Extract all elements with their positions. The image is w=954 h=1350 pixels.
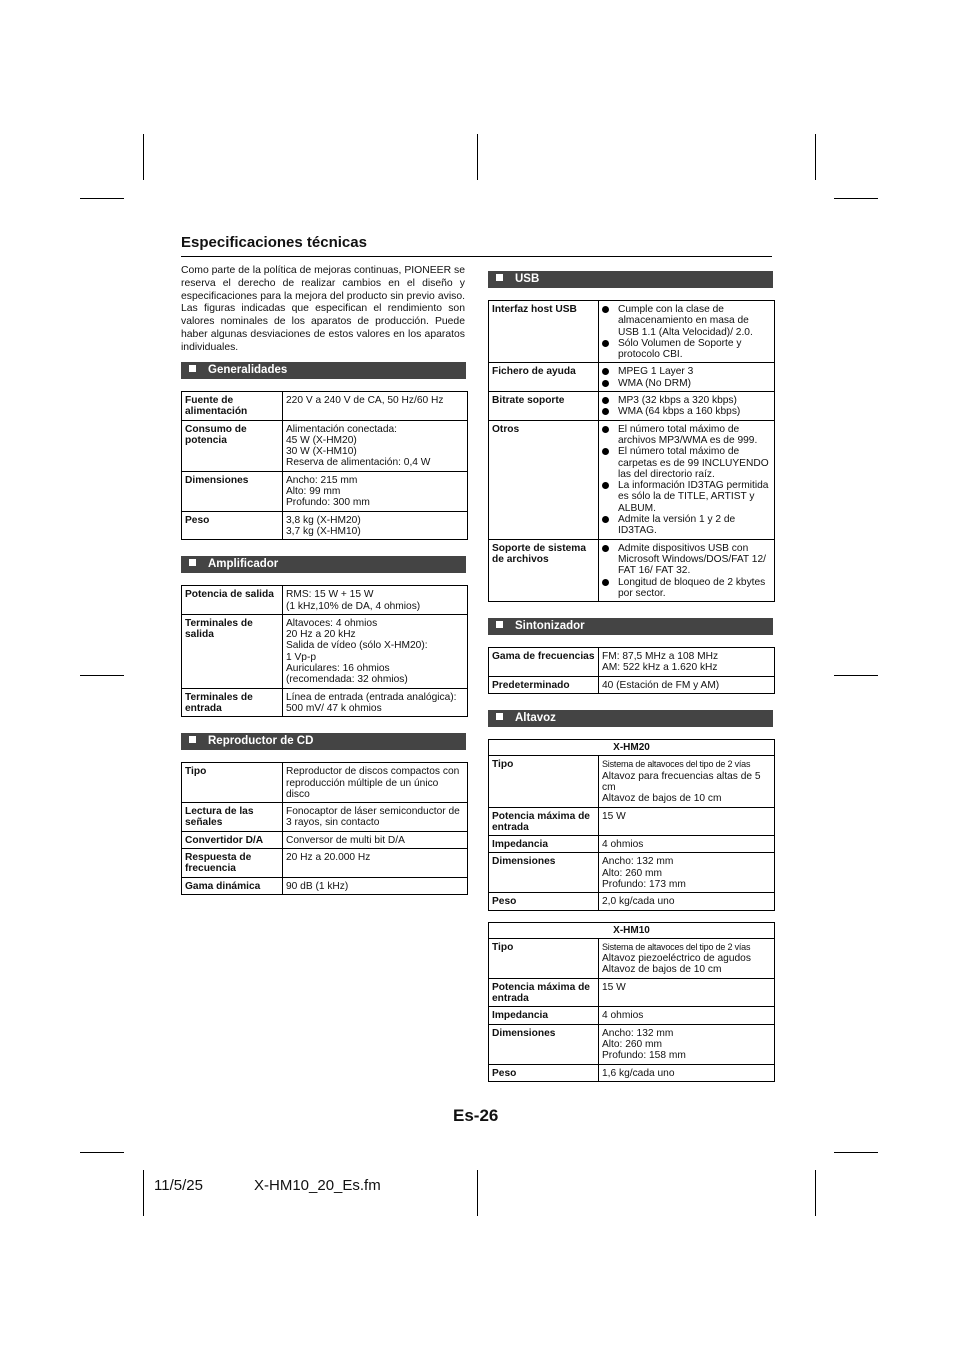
spec-table <box>181 391 468 540</box>
spec-value <box>599 836 775 853</box>
spec-value-line: 220 V a 240 V de CA, 50 Hz/60 Hz <box>286 395 444 406</box>
spec-value-line: Ancho: 132 mm <box>602 1027 674 1039</box>
speaker-table-xhm10 <box>488 922 775 1082</box>
spec-value <box>599 1024 775 1064</box>
spec-label: Soporte de sistema de archivos <box>489 539 599 601</box>
bullet-item <box>600 378 771 389</box>
table-row <box>182 420 468 471</box>
section-heading: Amplificador <box>181 556 466 573</box>
model-header: X-HM20 <box>489 740 775 756</box>
spec-value-line: Altavoces: 4 ohmios <box>286 617 378 629</box>
table-row <box>182 803 468 832</box>
spec-label: Interfaz host USB <box>489 301 599 363</box>
table-row <box>489 938 775 978</box>
table-row <box>489 807 775 836</box>
bullet-dot-icon <box>602 426 609 433</box>
spec-value-line: Sistema de altavoces del tipo de 2 vías <box>602 759 751 770</box>
spec-value-line: Profundo: 300 mm <box>286 497 370 509</box>
spec-table <box>181 762 468 895</box>
section-sintonizador <box>488 618 775 694</box>
table-row <box>182 688 468 717</box>
bullet-dot-icon <box>602 340 609 347</box>
spec-value <box>599 756 775 807</box>
crop-mark <box>834 675 878 676</box>
spec-label: Dimensiones <box>489 853 599 893</box>
crop-mark <box>80 1152 124 1153</box>
bullet-dot-icon <box>602 482 609 489</box>
spec-value-line: 45 W (X-HM20) <box>286 434 357 446</box>
spec-label: Potencia de salida <box>182 586 283 615</box>
table-row <box>182 849 468 878</box>
spec-value-line: Ancho: 215 mm <box>286 474 358 486</box>
spec-label: Convertidor D/A <box>182 831 283 848</box>
spec-label: Peso <box>182 511 283 540</box>
spec-label: Tipo <box>489 756 599 807</box>
crop-mark <box>143 1170 144 1216</box>
spec-label: Impedancia <box>489 836 599 853</box>
spec-value-line: 3,7 kg (X-HM10) <box>286 525 361 537</box>
spec-label: Bitrate soporte <box>489 392 599 421</box>
table-row <box>489 893 775 910</box>
spec-value-line: RMS: 15 W + 15 W <box>286 589 374 601</box>
spec-value-line: 4 ohmios <box>602 839 644 851</box>
bullet-text: La información ID3TAG permitida es sólo la de TITLE, ARTIST y ALBUM. <box>618 480 769 514</box>
square-bullet-icon <box>189 736 196 743</box>
table-row <box>182 614 468 688</box>
spec-value <box>283 420 468 471</box>
bullet-dot-icon <box>602 306 609 313</box>
spec-value <box>283 586 468 615</box>
crop-mark <box>834 1152 878 1153</box>
bullet-text: WMA (64 kbps a 160 kbps) <box>618 406 741 418</box>
spec-value <box>599 392 775 421</box>
spec-label: Impedancia <box>489 1007 599 1024</box>
spec-value <box>283 803 468 832</box>
bullet-text: Cumple con la clase de almacenamiento en masa de USB 1.1 (Alta Velocidad)/ 2.0. <box>618 304 753 338</box>
spec-value-line: Reserva de alimentación: 0,4 W <box>286 457 431 469</box>
bullet-item <box>600 406 771 417</box>
spec-value <box>599 893 775 910</box>
spec-value <box>283 511 468 540</box>
spec-value-line: Altavoz de bajos de 10 cm <box>602 793 722 805</box>
spec-value-line: Línea de entrada (entrada analógica): <box>286 691 457 703</box>
bullet-text: MP3 (32 kbps a 320 kbps) <box>618 395 737 407</box>
spec-value-line: 2,0 kg/cada uno <box>602 896 675 908</box>
table-row <box>489 1024 775 1064</box>
spec-label: Gama dinámica <box>182 877 283 894</box>
spec-value <box>283 688 468 717</box>
spec-value-line: Sistema de altavoces del tipo de 2 vías <box>602 941 751 952</box>
section-cd <box>181 733 468 895</box>
table-row <box>182 831 468 848</box>
spec-value-line: Reproductor de discos compactos con reproducción múltiple de un único disco <box>286 766 460 800</box>
spec-label: Otros <box>489 420 599 539</box>
spec-value-line: FM: 87,5 MHz a 108 MHz <box>602 651 719 663</box>
spec-value-line: 3,8 kg (X-HM20) <box>286 514 361 526</box>
table-row <box>182 586 468 615</box>
spec-value <box>599 938 775 978</box>
spec-label: Peso <box>489 893 599 910</box>
crop-mark <box>80 675 124 676</box>
section-heading: USB <box>488 271 773 288</box>
spec-value-line: 4 ohmios <box>602 1010 644 1022</box>
spec-value <box>599 676 775 693</box>
spec-label: Gama de frecuencias <box>489 648 599 677</box>
spec-value <box>283 831 468 848</box>
table-row <box>182 392 468 421</box>
crop-mark <box>143 134 144 180</box>
spec-label: Tipo <box>182 763 283 803</box>
bullet-item <box>600 304 771 338</box>
bullet-item <box>600 338 771 361</box>
spec-label: Terminales de entrada <box>182 688 283 717</box>
right-column <box>488 271 775 1098</box>
bullet-text: WMA (No DRM) <box>618 377 692 389</box>
spec-label: Fichero de ayuda <box>489 363 599 392</box>
page-title: Especificaciones técnicas <box>181 234 367 251</box>
spec-value-line: Profundo: 173 mm <box>602 878 686 890</box>
spec-value-line: 30 W (X-HM10) <box>286 446 357 458</box>
spec-label: Dimensiones <box>182 471 283 511</box>
crop-mark <box>80 198 124 199</box>
crop-mark <box>477 134 478 180</box>
bullet-dot-icon <box>602 397 609 404</box>
bullet-text: Longitud de bloqueo de 2 kbytes por sector. <box>618 576 766 599</box>
bullet-text: Admite la versión 1 y 2 de ID3TAG. <box>618 514 736 537</box>
spec-value-line: (recomendada: 32 ohmios) <box>286 674 408 686</box>
spec-value <box>599 539 775 601</box>
section-heading: Generalidades <box>181 362 466 379</box>
bullet-text: MPEG 1 Layer 3 <box>618 366 694 378</box>
spec-value-line: Auriculares: 16 ohmios <box>286 663 390 675</box>
spec-value-line: Conversor de multi bit D/A <box>286 834 405 846</box>
table-row <box>489 539 775 601</box>
intro-paragraph: Como parte de la política de mejoras continuas, PIONEER se reserva el derecho de realizar cambios en el diseño y especificaciones para la mejora del producto sin previo aviso. Las figuras indicadas que especifican el rendimiento son valores nominales de los aparatos de producción. Puede haber algunas desviaciones de estos valores en los aparatos individuales. <box>181 265 465 353</box>
model-header: X-HM10 <box>489 922 775 938</box>
page-number: Es-26 <box>453 1106 499 1125</box>
bullet-dot-icon <box>602 448 609 455</box>
spec-value-line: Altavoz para frecuencias altas de 5 cm <box>602 770 761 793</box>
spec-value-line: 20 Hz a 20.000 Hz <box>286 852 371 864</box>
table-row <box>489 836 775 853</box>
spec-value <box>599 648 775 677</box>
bullet-dot-icon <box>602 545 609 552</box>
spec-label: Predeterminado <box>489 676 599 693</box>
spec-value-line: 15 W <box>602 981 626 993</box>
bullet-dot-icon <box>602 380 609 387</box>
table-row <box>182 471 468 511</box>
section-usb <box>488 271 775 602</box>
square-bullet-icon <box>496 274 503 281</box>
table-row <box>489 1064 775 1081</box>
spec-value-line: Salida de vídeo (sólo X-HM20): <box>286 640 428 652</box>
spec-value-line: AM: 522 kHz a 1.620 kHz <box>602 662 718 674</box>
bullet-item <box>600 366 771 377</box>
crop-mark <box>815 134 816 180</box>
footer-filename: X-HM10_20_Es.fm <box>254 1177 381 1194</box>
spec-value <box>599 301 775 363</box>
section-heading: Reproductor de CD <box>181 733 466 750</box>
spec-label: Lectura de las señales <box>182 803 283 832</box>
spec-label: Peso <box>489 1064 599 1081</box>
spec-value <box>599 978 775 1007</box>
section-heading: Sintonizador <box>488 618 773 635</box>
table-row <box>489 648 775 677</box>
left-column <box>181 362 468 911</box>
spec-table <box>488 647 775 694</box>
bullet-text: El número total máximo de carpetas es de 99 INCLUYENDO las del directorio raíz. <box>618 446 769 480</box>
spec-label: Tipo <box>489 938 599 978</box>
bullet-item <box>600 543 771 577</box>
bullet-dot-icon <box>602 408 609 415</box>
spec-value-line: Altavoz de bajos de 10 cm <box>602 964 722 976</box>
crop-mark <box>834 198 878 199</box>
section-heading: Altavoz <box>488 710 773 727</box>
bullet-item <box>600 577 771 600</box>
spec-label: Fuente de alimentación <box>182 392 283 421</box>
bullet-dot-icon <box>602 368 609 375</box>
spec-label: Dimensiones <box>489 1024 599 1064</box>
table-row <box>489 676 775 693</box>
spec-value <box>599 853 775 893</box>
crop-mark <box>477 1170 478 1216</box>
table-row <box>489 363 775 392</box>
spec-value <box>599 1064 775 1081</box>
table-row <box>182 763 468 803</box>
table-row <box>489 1007 775 1024</box>
spec-value-line: Profundo: 158 mm <box>602 1050 686 1062</box>
spec-value-line: Altavoz piezoeléctrico de agudos <box>602 953 751 965</box>
spec-value <box>283 877 468 894</box>
square-bullet-icon <box>189 559 196 566</box>
section-altavoz <box>488 710 775 1082</box>
spec-table <box>181 585 468 717</box>
table-row <box>182 511 468 540</box>
table-row <box>182 877 468 894</box>
spec-label: Terminales de salida <box>182 614 283 688</box>
spec-value-line: 90 dB (1 kHz) <box>286 880 349 892</box>
bullet-item <box>600 514 771 537</box>
spec-value-line: (1 kHz,10% de DA, 4 ohmios) <box>286 600 421 612</box>
spec-value-line: Alto: 260 mm <box>602 867 663 879</box>
spec-value-line: Alimentación conectada: <box>286 423 397 435</box>
spec-value <box>599 363 775 392</box>
spec-value <box>283 849 468 878</box>
bullet-text: Sólo Volumen de Soporte y protocolo CBI. <box>618 337 742 361</box>
spec-label: Consumo de potencia <box>182 420 283 471</box>
footer-date: 11/5/25 <box>154 1177 203 1194</box>
bullet-text: Admite dispositivos USB con Microsoft Windows/DOS/FAT 12/ FAT 16/ FAT 32. <box>618 542 766 577</box>
spec-table <box>488 300 775 602</box>
table-row <box>489 756 775 807</box>
square-bullet-icon <box>496 621 503 628</box>
speaker-table-xhm20 <box>488 739 775 911</box>
bullet-item <box>600 446 771 480</box>
title-rule <box>181 256 772 257</box>
spec-value <box>599 1007 775 1024</box>
bullet-item <box>600 395 771 406</box>
spec-label: Potencia máxima de entrada <box>489 978 599 1007</box>
spec-value-line: 1 Vp-p <box>286 651 317 663</box>
spec-label: Potencia máxima de entrada <box>489 807 599 836</box>
spec-value <box>283 763 468 803</box>
spec-value-line: 40 (Estación de FM y AM) <box>602 679 720 691</box>
spec-value-line: Alto: 260 mm <box>602 1038 663 1050</box>
bullet-dot-icon <box>602 516 609 523</box>
spec-value <box>283 471 468 511</box>
spec-value <box>599 420 775 539</box>
spec-value-line: 1,6 kg/cada uno <box>602 1067 675 1079</box>
crop-mark <box>815 1170 816 1216</box>
bullet-dot-icon <box>602 579 609 586</box>
spec-value-line: Fonocaptor de láser semiconductor de 3 rayos, sin contacto <box>286 806 460 829</box>
spec-value-line: Alto: 99 mm <box>286 486 341 498</box>
spec-value-line: Ancho: 132 mm <box>602 856 674 868</box>
bullet-text: El número total máximo de archivos MP3/WMA es de 999. <box>618 423 758 446</box>
spec-value <box>283 614 468 688</box>
section-generalidades <box>181 362 468 540</box>
section-amplificador <box>181 556 468 717</box>
spec-value <box>599 807 775 836</box>
table-row <box>489 853 775 893</box>
spec-value-line: 20 Hz a 20 kHz <box>286 629 356 641</box>
table-row <box>489 420 775 539</box>
square-bullet-icon <box>189 365 196 372</box>
bullet-item <box>600 480 771 514</box>
spec-value-line: 15 W <box>602 810 626 822</box>
spec-value-line: 500 mV/ 47 k ohmios <box>286 702 382 714</box>
table-row <box>489 392 775 421</box>
spec-value <box>283 392 468 421</box>
table-row <box>489 301 775 363</box>
bullet-item <box>600 424 771 447</box>
spec-label: Respuesta de frecuencia <box>182 849 283 878</box>
table-row <box>489 978 775 1007</box>
square-bullet-icon <box>496 713 503 720</box>
